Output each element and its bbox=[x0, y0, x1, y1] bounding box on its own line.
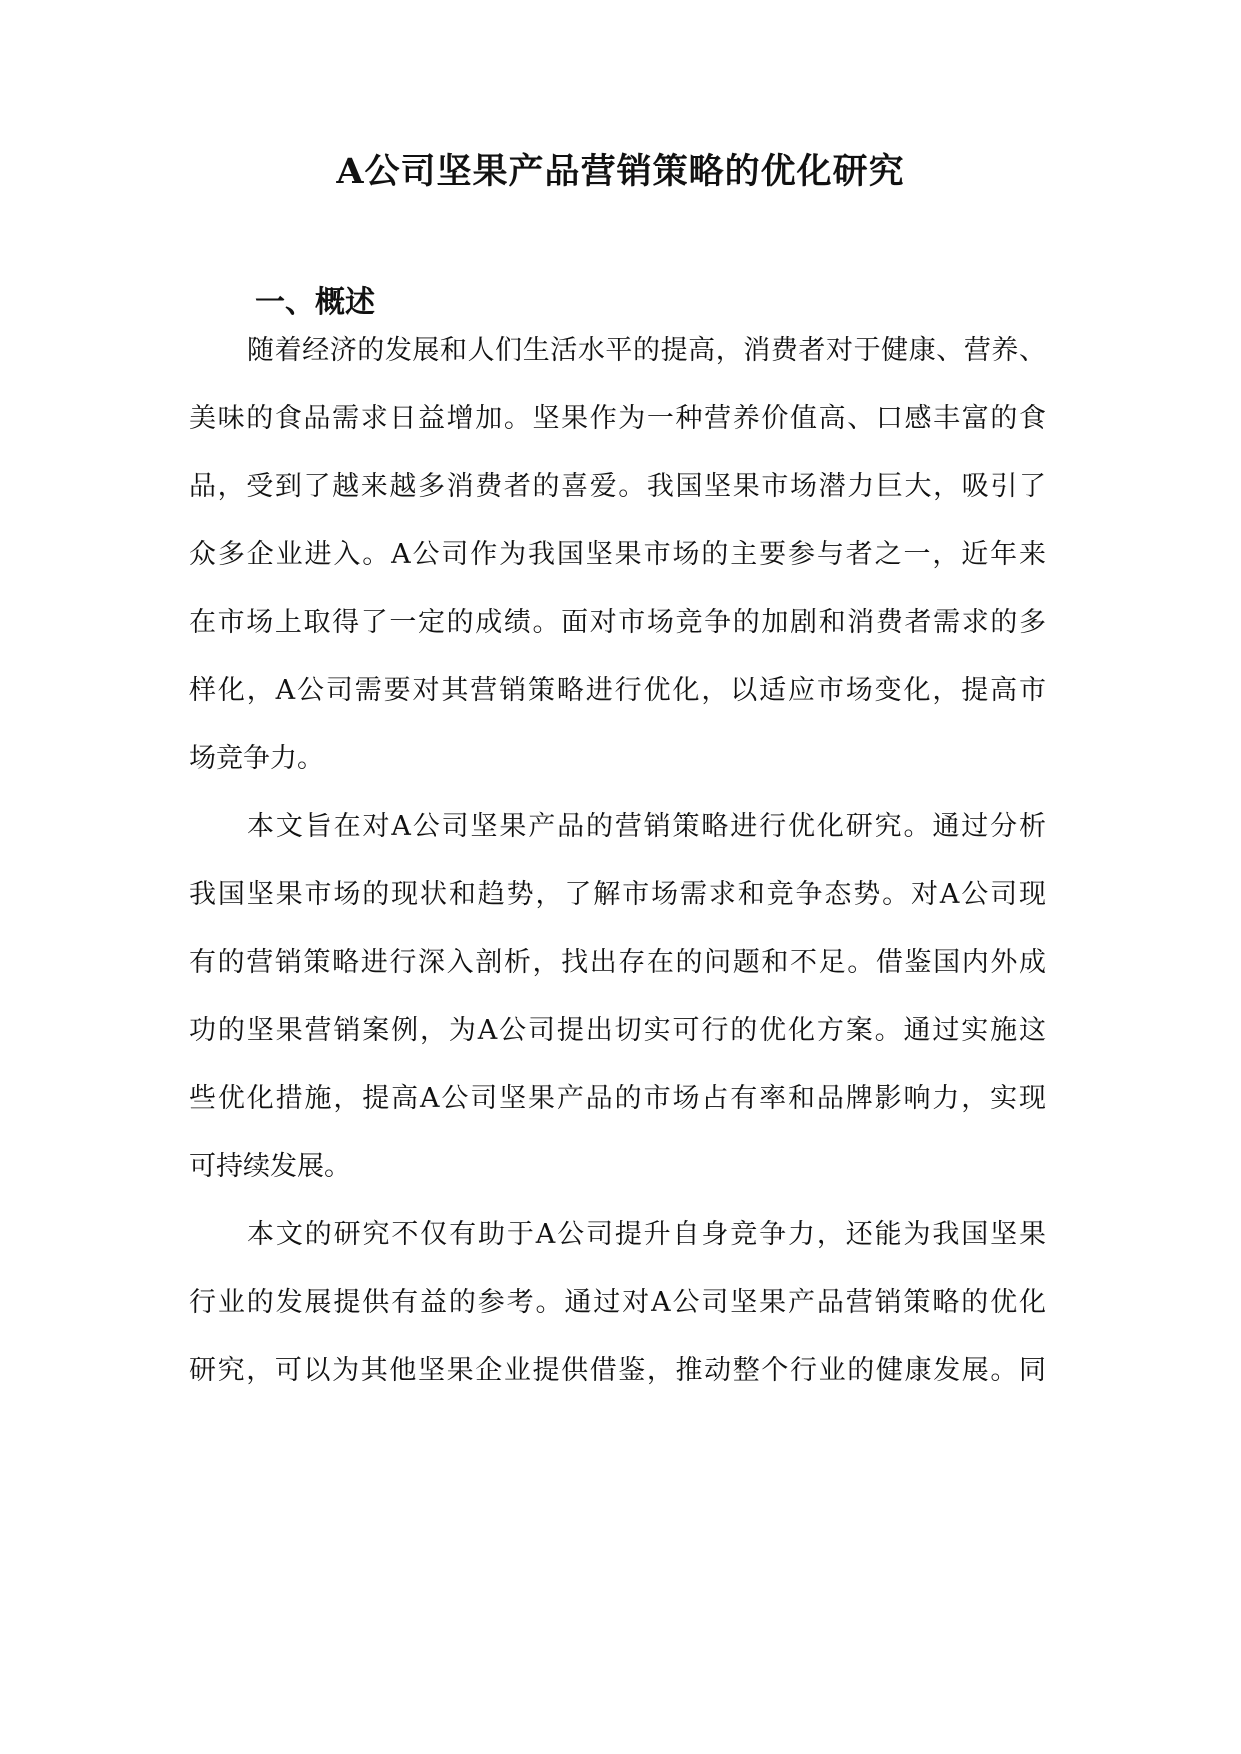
paragraph-2-line-4: 功的坚果营销案例，为A公司提出切实可行的优化方案。通过实施这 bbox=[189, 1015, 1046, 1046]
paragraph-1-line-2: 美味的食品需求日益增加。坚果作为一种营养价值高、口感丰富的食 bbox=[189, 403, 1046, 434]
paragraph-1-line-3: 品，受到了越来越多消费者的喜爱。我国坚果市场潜力巨大，吸引了 bbox=[189, 471, 1046, 502]
paragraph-3-line-2: 行业的发展提供有益的参考。通过对A公司坚果产品营销策略的优化 bbox=[189, 1287, 1046, 1318]
paragraph-1-line-1: 随着经济的发展和人们生活水平的提高，消费者对于健康、营养、 bbox=[247, 335, 1046, 366]
document-title: A公司坚果产品营销策略的优化研究 bbox=[336, 151, 905, 192]
paragraph-1-line-4: 众多企业进入。A公司作为我国坚果市场的主要参与者之一，近年来 bbox=[189, 539, 1046, 570]
paragraph-2-line-6: 可持续发展。 bbox=[189, 1151, 351, 1182]
paragraph-2-line-3: 有的营销策略进行深入剖析，找出存在的问题和不足。借鉴国内外成 bbox=[189, 947, 1046, 978]
paragraph-3-line-3: 研究，可以为其他坚果企业提供借鉴，推动整个行业的健康发展。同 bbox=[189, 1355, 1046, 1386]
section-heading: 一、概述 bbox=[255, 285, 375, 320]
paragraph-1-line-6: 样化，A公司需要对其营销策略进行优化，以适应市场变化，提高市 bbox=[189, 675, 1046, 706]
paragraph-2-line-2: 我国坚果市场的现状和趋势，了解市场需求和竞争态势。对A公司现 bbox=[189, 879, 1046, 910]
paragraph-3-line-1: 本文的研究不仅有助于A公司提升自身竞争力，还能为我国坚果 bbox=[247, 1219, 1046, 1250]
paragraph-2-line-5: 些优化措施，提高A公司坚果产品的市场占有率和品牌影响力，实现 bbox=[189, 1083, 1046, 1114]
paragraph-1-line-5: 在市场上取得了一定的成绩。面对市场竞争的加剧和消费者需求的多 bbox=[189, 607, 1046, 638]
paragraph-2-line-1: 本文旨在对A公司坚果产品的营销策略进行优化研究。通过分析 bbox=[247, 811, 1046, 842]
paragraph-1-line-7: 场竞争力。 bbox=[189, 743, 324, 774]
